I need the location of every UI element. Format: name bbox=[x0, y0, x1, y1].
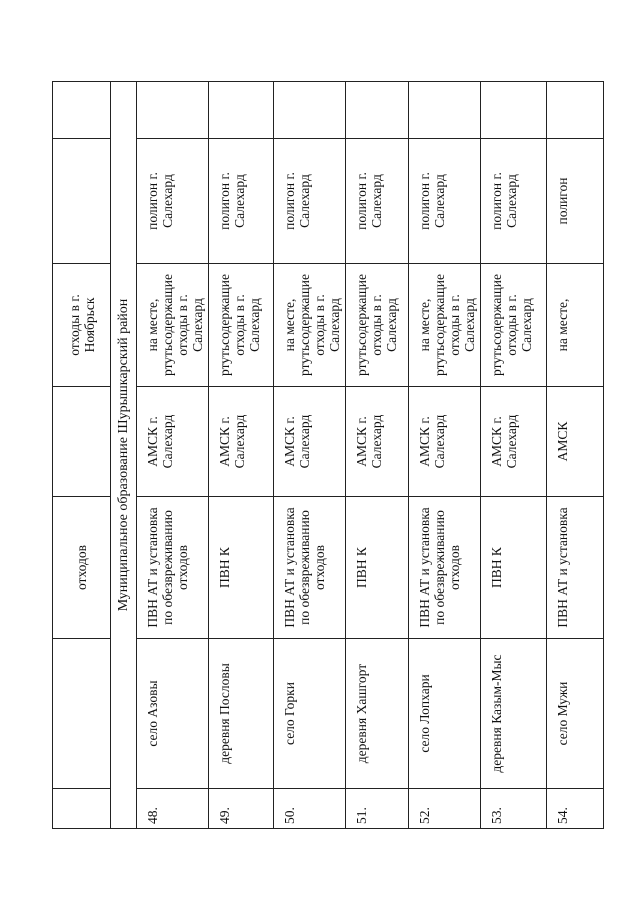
row-number: 48. bbox=[137, 789, 209, 829]
polygon-location: полигон г. Салехард bbox=[209, 139, 274, 264]
table-row bbox=[481, 82, 547, 829]
table-row bbox=[547, 82, 604, 829]
disposal-location: ртутьсодержащие отходы в г. Салехард bbox=[346, 264, 409, 387]
settlement-name: село Горки bbox=[274, 639, 346, 789]
collection-method: ПВН АТ и установка по обезвреживанию отходов bbox=[137, 497, 209, 639]
collection-method: ПВН АТ и установка по обезвреживанию отходов bbox=[409, 497, 481, 639]
polygon-location: полигон г. Салехард bbox=[409, 139, 481, 264]
settlement-name: село Мужи bbox=[547, 639, 604, 789]
settlement-name: село Лопхари bbox=[409, 639, 481, 789]
row-number: 53. bbox=[481, 789, 547, 829]
empty-cell bbox=[137, 82, 209, 139]
table-row bbox=[209, 82, 274, 829]
row-number: 51. bbox=[346, 789, 409, 829]
empty-cell bbox=[409, 82, 481, 139]
disposal-location: ртутьсодержащие отходы в г. Салехард bbox=[481, 264, 547, 387]
amsk-location: АМСК г. Салехард bbox=[274, 387, 346, 497]
polygon-location: полигон г. Салехард bbox=[346, 139, 409, 264]
table-row bbox=[137, 82, 209, 829]
row-number: 49. bbox=[209, 789, 274, 829]
row-number: 54. bbox=[547, 789, 604, 829]
section-row bbox=[111, 82, 137, 829]
amsk-location: АМСК г. Салехард bbox=[346, 387, 409, 497]
polygon-location: полигон г. Салехард bbox=[481, 139, 547, 264]
polygon-location: полигон bbox=[547, 139, 604, 264]
disposal-location: на месте, ртутьсодержащие отходы в г. Салехард bbox=[274, 264, 346, 387]
amsk-location: АМСК bbox=[547, 387, 604, 497]
collection-method: ПВН К bbox=[346, 497, 409, 639]
disposal-location: на месте, ртутьсодержащие отходы в г. Салехард bbox=[409, 264, 481, 387]
collection-method: ПВН К bbox=[209, 497, 274, 639]
disposal-location: ртутьсодержащие отходы в г. Салехард bbox=[209, 264, 274, 387]
disposal-location: на месте, ртутьсодержащие отходы в г. Салехард bbox=[137, 264, 209, 387]
section-title: Муниципальное образование Шурышкарский район bbox=[111, 82, 137, 829]
header-cell-extra bbox=[53, 82, 111, 139]
empty-cell bbox=[209, 82, 274, 139]
settlement-name: деревня Пословы bbox=[209, 639, 274, 789]
collection-method: ПВН АТ и установка по обезвреживанию отходов bbox=[274, 497, 346, 639]
polygon-location: полигон г. Салехард bbox=[137, 139, 209, 264]
collection-method: ПВН К bbox=[481, 497, 547, 639]
header-cell-num bbox=[53, 789, 111, 829]
row-number: 52. bbox=[409, 789, 481, 829]
header-row bbox=[53, 82, 111, 829]
header-cell-collection: отходов bbox=[53, 497, 111, 639]
waste-table bbox=[52, 81, 604, 829]
polygon-location: полигон г. Салехард bbox=[274, 139, 346, 264]
rotated-page bbox=[52, 82, 596, 829]
settlement-name: село Азовы bbox=[137, 639, 209, 789]
table-row bbox=[274, 82, 346, 829]
table-row bbox=[409, 82, 481, 829]
amsk-location: АМСК г. Салехард bbox=[209, 387, 274, 497]
empty-cell bbox=[481, 82, 547, 139]
amsk-location: АМСК г. Салехард bbox=[137, 387, 209, 497]
settlement-name: деревня Казым-Мыс bbox=[481, 639, 547, 789]
amsk-location: АМСК г. Салехард bbox=[481, 387, 547, 497]
header-cell-name bbox=[53, 639, 111, 789]
amsk-location: АМСК г. Салехард bbox=[409, 387, 481, 497]
header-cell-disposal: отходы в г. Ноябрьск bbox=[53, 264, 111, 387]
disposal-location: на месте, bbox=[547, 264, 604, 387]
settlement-name: деревня Хашгорт bbox=[346, 639, 409, 789]
empty-cell bbox=[346, 82, 409, 139]
header-cell-polygon bbox=[53, 139, 111, 264]
table-row bbox=[346, 82, 409, 829]
collection-method: ПВН АТ и установка bbox=[547, 497, 604, 639]
empty-cell bbox=[547, 82, 604, 139]
row-number: 50. bbox=[274, 789, 346, 829]
empty-cell bbox=[274, 82, 346, 139]
header-cell-amsk bbox=[53, 387, 111, 497]
